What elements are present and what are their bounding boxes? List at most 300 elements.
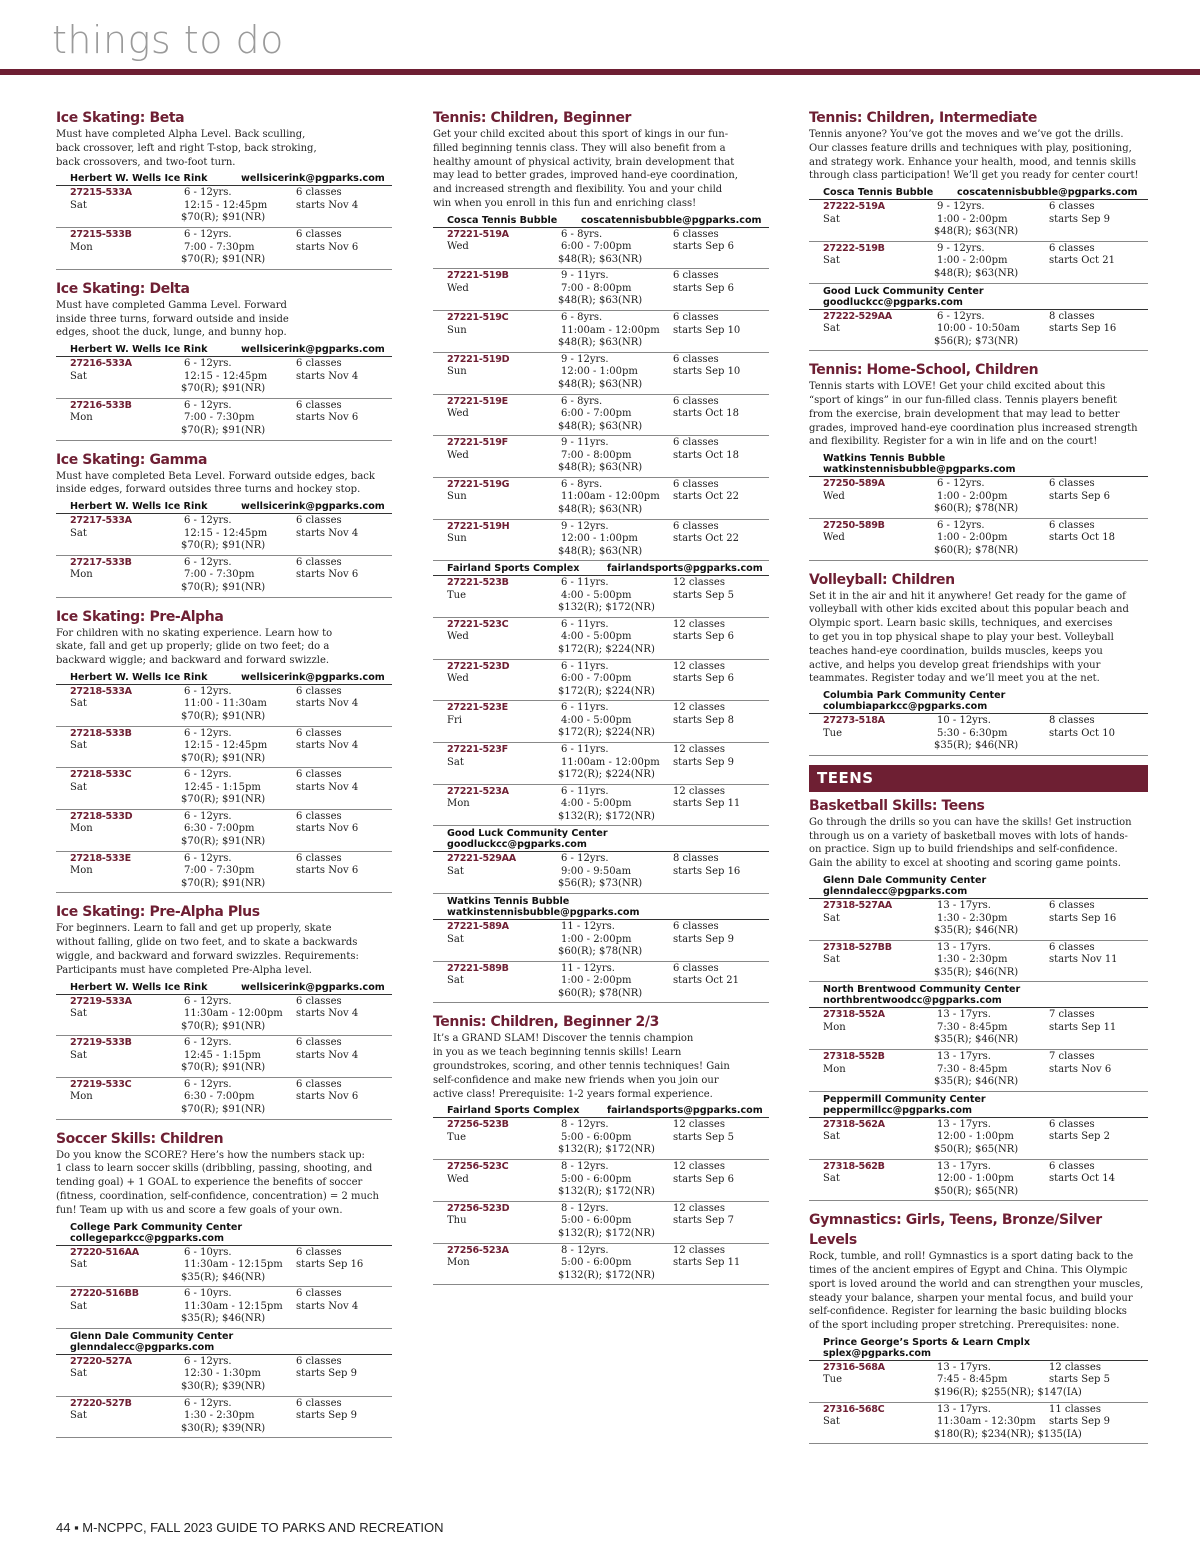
class-time: 4:00 - 5:00pm [561, 714, 632, 726]
location-email[interactable]: coscatennisbubble@pgparks.com [957, 187, 1138, 199]
location-email[interactable]: wellsicerink@pgparks.com [241, 501, 385, 513]
start-date: starts Sep 9 [1049, 213, 1110, 225]
location-email[interactable]: northbrentwoodcc@pgparks.com [823, 995, 1002, 1007]
course-code[interactable]: 27215-533A [70, 187, 132, 199]
course-code[interactable]: 27318-527AA [823, 900, 892, 912]
description-line: active class! Prerequisite: 1-2 years formal experience. [433, 1088, 713, 1100]
start-date: starts Sep 6 [673, 631, 734, 643]
start-date: starts Sep 10 [673, 324, 741, 336]
class-day: Mon [70, 412, 93, 424]
start-date: starts Sep 16 [673, 865, 741, 877]
page-header-title: things to do [52, 18, 284, 62]
age-range: 9 - 11yrs. [561, 270, 609, 282]
location-name: Glenn Dale Community Center [70, 1330, 234, 1342]
class-section [809, 108, 1148, 351]
description-line: Olympic sport. Learn basic skills, techniques, and exercises [809, 618, 1113, 630]
age-range: 13 - 17yrs. [937, 1361, 991, 1373]
section-description [56, 627, 392, 668]
class-day: Tue [823, 727, 843, 739]
class-count: 6 classes [673, 520, 719, 532]
course-code[interactable]: 27256-523C [447, 1161, 509, 1173]
start-date: starts Nov 4 [296, 1008, 359, 1020]
column-2 [433, 108, 769, 1294]
age-range: 9 - 11yrs. [561, 437, 609, 449]
class-time: 7:00 - 7:30pm [184, 241, 255, 253]
section-description [56, 1149, 392, 1218]
section-description [809, 380, 1148, 449]
class-count: 6 classes [673, 437, 719, 449]
class-count: 6 classes [1049, 1160, 1095, 1172]
location-name: Columbia Park Community Center [823, 690, 1006, 702]
class-count: 6 classes [296, 685, 342, 697]
age-range: 13 - 17yrs. [937, 1403, 991, 1415]
location-header [809, 1092, 1148, 1118]
class-count: 6 classes [1049, 519, 1095, 531]
location-email[interactable]: watkinstennisbubble@pgparks.com [823, 464, 1016, 476]
course-code[interactable]: 27221-523D [447, 660, 510, 672]
course-code[interactable]: 27256-523D [447, 1202, 510, 1214]
location-header [809, 688, 1148, 714]
course-code[interactable]: 27220-516BB [70, 1288, 139, 1300]
start-date: starts Nov 6 [296, 823, 359, 835]
class-day: Sat [823, 213, 840, 225]
class-time: 10:00 - 10:50am [937, 323, 1020, 335]
start-date: starts Nov 4 [296, 199, 359, 211]
course-code[interactable]: 27220-527A [70, 1355, 132, 1367]
class-time: 6:30 - 7:00pm [184, 823, 255, 835]
section-title: Ice Skating: Pre-Alpha Plus [56, 904, 260, 921]
start-date: starts Nov 11 [1049, 954, 1118, 966]
course-code[interactable]: 27221-519G [447, 478, 510, 490]
course-code[interactable]: 27221-523B [447, 577, 509, 589]
class-time: 4:00 - 5:00pm [561, 631, 632, 643]
section-title: Basketball Skills: Teens [809, 797, 985, 814]
location-header [433, 1103, 769, 1118]
course-code[interactable]: 27318-562B [823, 1160, 885, 1172]
start-date: starts Sep 6 [673, 673, 734, 685]
class-row [56, 1287, 392, 1329]
course-code[interactable]: 27222-519A [823, 201, 885, 213]
class-time: 7:00 - 8:00pm [561, 449, 632, 461]
start-date: starts Sep 8 [673, 714, 734, 726]
age-range: 6 - 12yrs. [184, 1037, 232, 1049]
age-range: 6 - 8yrs. [561, 478, 603, 490]
course-code[interactable]: 27250-589B [823, 519, 885, 531]
class-row [809, 1160, 1148, 1202]
class-fee: $48(R); $63(NR) [558, 420, 643, 432]
location-name: Cosca Tennis Bubble [823, 187, 934, 199]
class-fee: $132(R); $172(NR) [558, 1186, 655, 1198]
course-code[interactable]: 27316-568A [823, 1361, 885, 1373]
course-code[interactable]: 27222-519B [823, 242, 885, 254]
class-day: Sat [823, 1173, 840, 1184]
class-section [56, 607, 392, 894]
course-code[interactable]: 27318-552A [823, 1009, 885, 1021]
course-code[interactable]: 27218-533E [70, 852, 131, 864]
description-line: through class participation! We’ll get you ready for center court! [809, 170, 1139, 182]
start-date: starts Sep 6 [673, 241, 734, 253]
age-range: 13 - 17yrs. [937, 1009, 991, 1021]
start-date: starts Oct 10 [1049, 727, 1115, 739]
course-code[interactable]: 27221-519C [447, 312, 509, 324]
class-fee: $70(R); $91(NR) [181, 794, 266, 806]
class-fee: $70(R); $91(NR) [181, 1103, 266, 1115]
class-day: Sun [447, 366, 467, 378]
location-header [56, 1220, 392, 1246]
course-code[interactable]: 27221-523A [447, 785, 509, 797]
section-title: Tennis: Children, Beginner 2/3 [433, 1014, 659, 1031]
class-time: 6:00 - 7:00pm [561, 408, 632, 420]
location-email[interactable]: collegeparkcc@pgparks.com [70, 1232, 224, 1244]
age-range: 9 - 12yrs. [937, 201, 985, 213]
start-date: starts Sep 16 [1049, 323, 1117, 335]
class-section [809, 796, 1148, 1201]
course-code[interactable]: 27221-523E [447, 702, 508, 714]
class-fee: $48(R); $63(NR) [558, 462, 643, 474]
class-row [433, 618, 769, 660]
class-row [433, 1244, 769, 1286]
class-count: 6 classes [296, 1246, 342, 1258]
course-code[interactable]: 27221-519A [447, 228, 509, 240]
class-day: Sat [447, 756, 464, 768]
class-count: 6 classes [1049, 242, 1095, 254]
class-fee: $60(R); $78(NR) [558, 946, 643, 958]
class-day: Sat [70, 370, 87, 382]
course-code[interactable]: 27221-519D [447, 353, 510, 365]
class-count: 6 classes [673, 478, 719, 490]
age-range: 6 - 12yrs. [937, 519, 985, 531]
course-code[interactable]: 27318-527BB [823, 941, 892, 953]
location-header [56, 1329, 392, 1355]
class-time: 12:45 - 1:15pm [184, 1049, 261, 1061]
course-code[interactable]: 27216-533B [70, 399, 132, 411]
start-date: starts Nov 6 [296, 1091, 359, 1103]
course-code[interactable]: 27219-533A [70, 995, 132, 1007]
location-email[interactable]: glenndalecc@pgparks.com [823, 886, 968, 898]
class-row [433, 353, 769, 395]
class-fee: $60(R); $78(NR) [934, 544, 1019, 556]
class-day: Sat [823, 255, 840, 267]
class-fee: $70(R); $91(NR) [181, 835, 266, 847]
start-date: starts Sep 9 [673, 756, 734, 768]
column-1 [56, 108, 392, 1447]
course-code[interactable]: 27215-533B [70, 229, 132, 241]
class-fee: $132(R); $172(NR) [558, 1144, 655, 1156]
class-day: Wed [447, 1173, 469, 1185]
course-code[interactable]: 27221-523F [447, 744, 508, 756]
class-day: Sat [70, 199, 87, 211]
start-date: starts Nov 4 [296, 740, 359, 752]
location-email[interactable]: wellsicerink@pgparks.com [241, 173, 385, 185]
class-count: 8 classes [1049, 310, 1095, 322]
class-day: Tue [447, 589, 467, 601]
course-code[interactable]: 27221-519H [447, 520, 510, 532]
class-fee: $70(R); $91(NR) [181, 212, 266, 224]
location-header [809, 451, 1148, 477]
course-code[interactable]: 27221-519B [447, 270, 509, 282]
class-count: 12 classes [673, 785, 725, 797]
class-day: Mon [70, 1091, 93, 1103]
course-code[interactable]: 27219-533C [70, 1078, 132, 1090]
location-name: Watkins Tennis Bubble [823, 453, 946, 465]
location-email[interactable]: wellsicerink@pgparks.com [241, 344, 385, 356]
class-fee: $70(R); $91(NR) [181, 254, 266, 266]
age-range: 6 - 12yrs. [184, 1078, 232, 1090]
class-fee: $70(R); $91(NR) [181, 752, 266, 764]
class-row [56, 1036, 392, 1078]
class-section [809, 1210, 1148, 1444]
class-day: Sat [70, 698, 87, 710]
location-name: Good Luck Community Center [447, 828, 608, 840]
description-line: grades, improved hand-eye coordination plus increased strength [809, 422, 1138, 434]
class-time: 5:00 - 6:00pm [561, 1131, 632, 1143]
course-code[interactable]: 27273-518A [823, 715, 885, 727]
class-fee: $56(R); $73(NR) [558, 878, 643, 890]
class-count: 12 classes [673, 1202, 725, 1214]
class-day: Sun [447, 533, 467, 545]
class-fee: $70(R); $91(NR) [181, 424, 266, 436]
location-email[interactable]: wellsicerink@pgparks.com [241, 671, 385, 683]
class-time: 6:00 - 7:00pm [561, 241, 632, 253]
class-day: Mon [70, 823, 93, 835]
age-range: 8 - 12yrs. [561, 1119, 609, 1131]
description-line: teaches hand-eye coordination, builds muscles, keeps you [809, 645, 1103, 657]
course-code[interactable]: 27318-562A [823, 1118, 885, 1130]
start-date: starts Sep 9 [296, 1410, 357, 1422]
class-time: 7:30 - 8:45pm [937, 1063, 1008, 1075]
course-code[interactable]: 27216-533A [70, 358, 132, 370]
class-count: 6 classes [1049, 900, 1095, 912]
description-line: steady your balance, sharpen your mental focus, and build your [809, 1292, 1133, 1304]
course-code[interactable]: 27218-533A [70, 685, 132, 697]
description-line: Set it in the air and hit it anywhere! Get ready for the game of [809, 590, 1126, 602]
location-name: Herbert W. Wells Ice Rink [70, 344, 208, 356]
class-row [809, 242, 1148, 284]
description-line: of the sport including proper stretching. Prerequisites: none. [809, 1320, 1120, 1332]
location-header [56, 499, 392, 514]
class-fee: $35(R); $46(NR) [934, 925, 1019, 937]
section-description [433, 1032, 769, 1101]
start-date: starts Nov 4 [296, 527, 359, 539]
location-email[interactable]: watkinstennisbubble@pgparks.com [447, 907, 640, 919]
age-range: 6 - 11yrs. [561, 618, 609, 630]
age-range: 6 - 11yrs. [561, 660, 609, 672]
class-fee: $48(R); $63(NR) [558, 503, 643, 515]
class-count: 6 classes [296, 515, 342, 527]
age-range: 8 - 12yrs. [561, 1244, 609, 1256]
start-date: starts Nov 6 [296, 569, 359, 581]
class-row [809, 477, 1148, 519]
class-fee: $60(R); $78(NR) [934, 503, 1019, 515]
class-time: 1:30 - 2:30pm [937, 912, 1008, 924]
age-range: 9 - 12yrs. [937, 242, 985, 254]
location-header [56, 342, 392, 357]
class-fee: $35(R); $46(NR) [934, 1076, 1019, 1088]
course-code[interactable]: 27218-533B [70, 727, 132, 739]
location-header [433, 894, 769, 920]
class-count: 6 classes [673, 921, 719, 933]
class-row [433, 743, 769, 785]
course-code[interactable]: 27316-568C [823, 1403, 885, 1415]
class-fee: $132(R); $172(NR) [558, 810, 655, 822]
description-line: Get your child excited about this sport of kings in our fun- [433, 129, 729, 140]
class-count: 6 classes [296, 1355, 342, 1367]
class-count: 6 classes [1049, 1118, 1095, 1130]
class-section [56, 902, 392, 1119]
start-date: starts Oct 14 [1049, 1173, 1115, 1184]
course-code[interactable]: 27218-533D [70, 810, 133, 822]
class-day: Mon [447, 1257, 470, 1269]
description-line: It’s a GRAND SLAM! Discover the tennis champion [433, 1033, 694, 1045]
class-count: 6 classes [673, 353, 719, 365]
class-day: Sat [70, 1259, 87, 1271]
class-count: 8 classes [673, 853, 719, 865]
class-section [56, 279, 392, 441]
section-banner: TEENS [809, 765, 1148, 792]
start-date: starts Sep 5 [673, 589, 734, 601]
class-count: 12 classes [673, 1119, 725, 1131]
class-time: 7:00 - 7:30pm [184, 412, 255, 424]
course-code[interactable]: 27220-527B [70, 1397, 132, 1409]
class-fee: $70(R); $91(NR) [181, 581, 266, 593]
location-email[interactable]: fairlandsports@pgparks.com [607, 1105, 763, 1117]
class-section [56, 450, 392, 598]
location-header [809, 1335, 1148, 1361]
course-code[interactable]: 27218-533C [70, 769, 132, 781]
section-title: Tennis: Children, Intermediate [809, 110, 1037, 126]
start-date: starts Oct 22 [673, 533, 739, 545]
course-code[interactable]: 27221-519E [447, 395, 508, 407]
age-range: 6 - 11yrs. [561, 744, 609, 756]
course-code[interactable]: 27221-529AA [447, 853, 516, 865]
location-name: Watkins Tennis Bubble [447, 896, 570, 908]
description-line: and increased strength and flexibility. You and your child [433, 184, 723, 196]
description-line: and strategy work. Enhance your health, mood, and tennis skills [809, 156, 1137, 168]
class-count: 6 classes [1049, 478, 1095, 490]
location-email[interactable]: goodluckcc@pgparks.com [447, 839, 587, 851]
location-email[interactable]: glenndalecc@pgparks.com [70, 1341, 215, 1353]
course-code[interactable]: 27221-589A [447, 921, 509, 933]
class-row [56, 1355, 392, 1397]
class-count: 12 classes [673, 660, 725, 672]
age-range: 10 - 12yrs. [937, 715, 991, 727]
course-code[interactable]: 27256-523A [447, 1244, 509, 1256]
location-header [56, 670, 392, 685]
location-email[interactable]: wellsicerink@pgparks.com [241, 981, 385, 993]
class-day: Wed [447, 241, 469, 253]
class-count: 6 classes [296, 727, 342, 739]
description-line: on practice. Sign up to build friendships and self-confidence. [809, 844, 1118, 856]
start-date: starts Sep 2 [1049, 1131, 1110, 1143]
course-code[interactable]: 27221-523C [447, 618, 509, 630]
class-time: 12:00 - 1:00pm [937, 1131, 1014, 1143]
class-row [56, 1078, 392, 1120]
class-time: 12:30 - 1:30pm [184, 1368, 261, 1380]
description-line: backward wiggle; and backward and forward swizzle. [56, 655, 330, 667]
class-time: 7:45 - 8:45pm [937, 1374, 1008, 1386]
location-header [433, 561, 769, 576]
section-title: Ice Skating: Delta [56, 280, 190, 297]
course-code[interactable]: 27318-552B [823, 1051, 885, 1063]
class-day: Wed [447, 449, 469, 461]
description-line: teammates. Register today and we’ll meet you at the net. [809, 673, 1100, 685]
location-email[interactable]: fairlandsports@pgparks.com [607, 563, 763, 575]
course-code[interactable]: 27217-533B [70, 556, 132, 568]
class-row [809, 1008, 1148, 1050]
course-code[interactable]: 27221-589B [447, 962, 509, 974]
class-row [56, 995, 392, 1037]
description-line: wiggle, and backward and forward swizzles. Requirements: [56, 950, 359, 962]
class-fee: $70(R); $91(NR) [181, 1020, 266, 1032]
start-date: starts Sep 6 [673, 282, 734, 294]
course-code[interactable]: 27217-533A [70, 515, 132, 527]
location-email[interactable]: peppermillcc@pgparks.com [823, 1104, 972, 1116]
class-row [56, 399, 392, 441]
class-row [56, 810, 392, 852]
description-line: Rock, tumble, and roll! Gymnastics is a sport dating back to the [809, 1251, 1134, 1263]
course-code[interactable]: 27221-519F [447, 437, 508, 449]
location-email[interactable]: goodluckcc@pgparks.com [823, 296, 963, 308]
course-code[interactable]: 27219-533B [70, 1037, 132, 1049]
course-code[interactable]: 27250-589A [823, 478, 885, 490]
age-range: 6 - 10yrs. [184, 1288, 232, 1300]
section-description [56, 128, 392, 169]
age-range: 6 - 8yrs. [561, 312, 603, 324]
class-time: 7:00 - 8:00pm [561, 282, 632, 294]
age-range: 6 - 12yrs. [184, 229, 232, 241]
class-time: 4:00 - 5:00pm [561, 589, 632, 601]
age-range: 6 - 12yrs. [561, 853, 609, 865]
age-range: 6 - 10yrs. [184, 1246, 232, 1258]
class-row [433, 660, 769, 702]
class-day: Sat [823, 1416, 840, 1428]
description-line: win when you enroll in this fun and enriching class! [433, 197, 697, 209]
class-row [56, 1246, 392, 1288]
age-range: 13 - 17yrs. [937, 900, 991, 912]
class-fee: $48(R); $63(NR) [934, 226, 1019, 238]
class-time: 11:00 - 11:30am [184, 698, 267, 710]
description-line: Do you know the SCORE? Here’s how the numbers stack up: [56, 1149, 365, 1161]
class-time: 5:00 - 6:00pm [561, 1257, 632, 1269]
class-row [809, 310, 1148, 352]
class-count: 6 classes [673, 312, 719, 324]
course-code[interactable]: 27222-529AA [823, 310, 892, 322]
class-count: 6 classes [296, 229, 342, 241]
location-name: Herbert W. Wells Ice Rink [70, 981, 208, 993]
description-line: volleyball with other kids excited about this popular beach and [809, 604, 1129, 616]
start-date: starts Sep 5 [1049, 1374, 1110, 1386]
class-fee: $132(R); $172(NR) [558, 1269, 655, 1281]
start-date: starts Oct 18 [1049, 532, 1115, 544]
course-code[interactable]: 27256-523B [447, 1119, 509, 1131]
class-row [433, 436, 769, 478]
location-header [809, 185, 1148, 200]
location-email[interactable]: coscatennisbubble@pgparks.com [581, 214, 762, 226]
location-email[interactable]: columbiaparkcc@pgparks.com [823, 701, 988, 713]
class-row [809, 941, 1148, 983]
class-row [433, 1160, 769, 1202]
location-email[interactable]: splex@pgparks.com [823, 1347, 931, 1359]
class-day: Sat [823, 1131, 840, 1143]
course-code[interactable]: 27220-516AA [70, 1246, 139, 1258]
class-count: 8 classes [1049, 715, 1095, 727]
class-time: 12:45 - 1:15pm [184, 781, 261, 793]
age-range: 6 - 12yrs. [184, 515, 232, 527]
class-row [809, 1050, 1148, 1092]
age-range: 13 - 17yrs. [937, 1051, 991, 1063]
class-section [809, 360, 1148, 560]
description-line: For beginners. Learn to fall and get up properly, skate [56, 923, 332, 935]
